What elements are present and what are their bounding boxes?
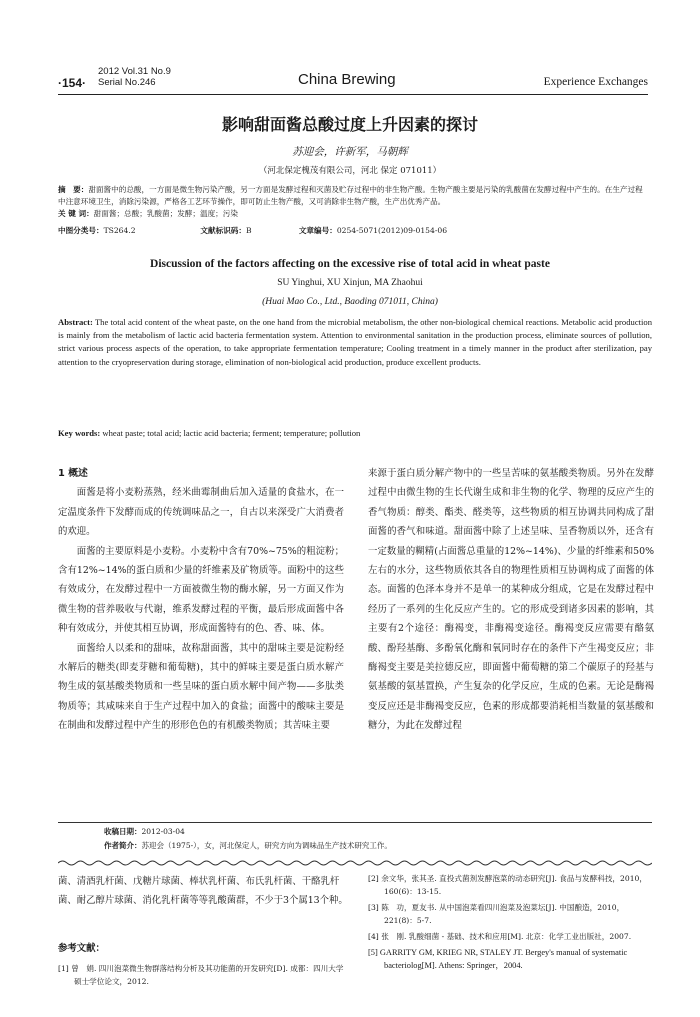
reference-item [58,962,348,988]
keywords-zh-label: 关 键 词： [58,209,94,218]
section-heading: 1 概述 [58,468,88,479]
abstract-en [58,316,652,369]
references-heading: 参考文献： [58,943,105,954]
reference-text: GARRITY GM, KRIEG NR, STALEY JT. Bergey's manual of systematic bacteriolog[M]. Athens: Springer，2004. [379,948,628,970]
reference-text: 张 刚. 乳酸细菌 - 基础、技术和应用[M]. 北京：化学工业出版社，2007. [381,932,632,941]
keywords-zh-text: 甜面酱；总酸；乳酸菌；发酵；温度；污染 [93,209,238,218]
clc-value: TS264.2 [103,226,136,235]
keywords-zh [58,208,648,220]
reference-number: [3] [368,903,379,912]
continued-text: 菌、清酒乳杆菌、戊糖片球菌、棒状乳杆菌、布氏乳杆菌、干酪乳杆菌、耐乙醇片球菌、消化乳杆菌等等乳酸菌群，不少于3个属13个种。 [58,876,348,906]
article-title-en: Discussion of the factors affecting on the excessive rise of total acid in wheat paste [150,258,550,270]
body-column-right [368,464,654,736]
volume-line: 2012 Vol.31 No.9 [98,66,171,77]
received-value: 2012-03-04 [141,827,185,836]
reference-text: 余文华，张其圣. 直投式菌剂发酵泡菜的动态研究[J]. 食品与发酵科技，2010，160(6)：13-15. [381,874,647,896]
reference-item [368,872,652,898]
article-number-value: 0254-5071(2012)09-0154-06 [336,226,448,235]
reference-text: 陈 功，夏友书. 从中国泡菜看四川泡菜及泡菜坛[J]. 中国酿造，2010，221(8)：5-7. [381,903,625,925]
reference-number: [1] [58,964,69,973]
footnote-rule [58,822,652,823]
classification-line [58,225,648,236]
doc-code-label: 文献标识码： [200,226,246,235]
abstract-zh-text: 甜面酱中的总酸，一方面是微生物污染产酸，另一方面是发酵过程和灭菌及贮存过程中的非生物产酸。生物产酸主要是污染的乳酸菌在发酵过程中产生的。在生产过程中注意环境卫生，消除污染源，严格各工艺环节操作，即可防止生物产酸，又可消除非生物产酸，生产出优秀产品。 [58,185,643,206]
reference-number: [2] [368,874,379,883]
reference-item [368,946,652,972]
clc-code [58,225,198,236]
header-rule [58,94,648,95]
page-number: ·154· [58,76,87,90]
body-column-left [58,464,344,736]
page-break-wave [58,858,652,868]
affiliation-zh: （河北保定槐茂有限公司，河北 保定 071011） [258,166,442,176]
affiliation-en: (Huai Mao Co., Ltd., Baoding 071011, China) [262,297,438,307]
reference-number: [4] [368,932,379,941]
section-name: Experience Exchanges [543,76,648,88]
abstract-en-text: The total acid content of the wheat paste, on the one hand from the microbial metabolism, the other non-biological chemical reactions. Metabolic acid production is mainly from the metabolism of lactic acid bacteria fermentation system. Attention to environmental sanitation in the production process, eliminate sources of pollution, strict various process aspects of the operation, to take appropriate fermentation temperature; Cooling treatment in a timely manner in the product after sterilization, pay attention to the cryopreservation during storage, elimination of non-biological acid production, produce excellent products. [58,317,652,367]
abstract-zh [58,184,648,208]
clc-label: 中图分类号： [58,226,104,235]
body-paragraph: 面酱是将小麦粉蒸熟，经米曲霉制曲后加入适量的食盐水，在一定温度条件下发酵而成的传统调味品之一，自古以来深受广大消费者的欢迎。 [58,487,344,538]
received-label: 收稿日期： [104,827,142,836]
body-paragraph: 面酱的主要原料是小麦粉。小麦粉中含有70%~75%的粗淀粉；含有12%~14%的蛋白质和少量的纤维素及矿物质等。面粉中的这些有效成分，在发酵过程中一方面被微生物的酶水解，另一方面又作为微生物的营养吸收与代谢，维系发酵过程的平衡，最后形成面酱中各种有效成分，并使其相互协调，形成面酱特有的色、香、味、体。 [58,545,344,635]
serial-line: Serial No.246 [98,77,156,88]
keywords-en-label: Key words: [58,428,101,438]
reference-item [368,901,652,927]
references-left [58,962,348,991]
references-right [368,872,652,975]
author-bio-label: 作者简介： [104,841,142,850]
article-title-zh: 影响甜面酱总酸过度上升因素的探讨 [221,115,478,134]
keywords-en-text: wheat paste; total acid; lactic acid bacteria; ferment; temperature; pollution [102,428,361,438]
authors-en: SU Yinghui, XU Xinjun, MA Zhaohui [277,278,423,288]
abstract-zh-label: 摘 要： [58,185,89,194]
abstract-zh-block [58,184,648,220]
reference-number: [5] [368,948,378,957]
page-header [58,56,648,96]
reference-item [368,930,652,943]
body-paragraph: 来源于蛋白质分解产物中的一些呈苦味的氨基酸类物质。另外在发酵过程中由微生物的生长代谢生成和非生物的化学、物理的反应产生的香气物质：醇类、酯类、醛类等，这些物质的相互协调共同构成了甜面酱的香气和味道。甜面酱中除了上述呈味、呈香物质以外，还含有一定数量的糊精(占面酱总重量的12%~14%)、少量的纤维素和50%左右的水分，这些物质依其各自的物理性质相互协调构成了面酱的体态。面酱的色泽本身并不是单一的某种成分组成，它是在发酵过程中经历了一系列的生化反应产生的。它的形成受到诸多因素的影响，其主要有2个途径：酶褐变，非酶褐变途径。酶褐变反应需要有酪氨酸、酚羟基酶、多酚氧化酶和氧同时存在的条件下产生褐变反应；非酶褐变主要是美拉德反应，即面酱中葡萄糖的第二个碳原子的羟基与氨基酸的氨基置换，产生复杂的化学反应，生成的色素。无论是酶褐变反应还是非酶褐变反应，色素的形成都要消耗相当数量的氨基酸和糖分，为此在发酵过程 [368,468,654,732]
journal-name: China Brewing [298,71,396,88]
received-date [104,826,644,838]
author-bio [104,840,644,852]
doc-code [200,225,296,236]
abstract-en-label: Abstract: [58,317,93,327]
doc-code-value: B [245,226,252,235]
authors-zh: 苏迎会，许新军，马朝辉 [292,146,408,158]
author-bio-text: 苏迎会（1975-），女，河北保定人，研究方向为调味品生产技术研究工作。 [141,841,392,850]
volume-info [98,66,171,88]
article-number [299,225,447,236]
reference-text: 曾 娟. 四川泡菜微生物群落结构分析及其功能菌的开发研究[D]. 成都：四川大学硕士学位论文，2012. [71,964,344,986]
article-number-label: 文章编号： [298,226,337,235]
keywords-en [58,428,652,438]
body-paragraph: 面酱给人以柔和的甜味，故称甜面酱，其中的甜味主要是淀粉经水解后的糖类(即麦芽糖和葡萄糖)，其中的鲜味主要是蛋白质水解产物生成的氨基酸类物质和一些呈味的蛋白质水解中间产物——多肽类物质等；其咸味来自于生产过程中加入的食盐；面酱中的酸味主要是在制曲和发酵过程中产生的形形色色的有机酸类物质；其苦味主要 [58,642,344,732]
